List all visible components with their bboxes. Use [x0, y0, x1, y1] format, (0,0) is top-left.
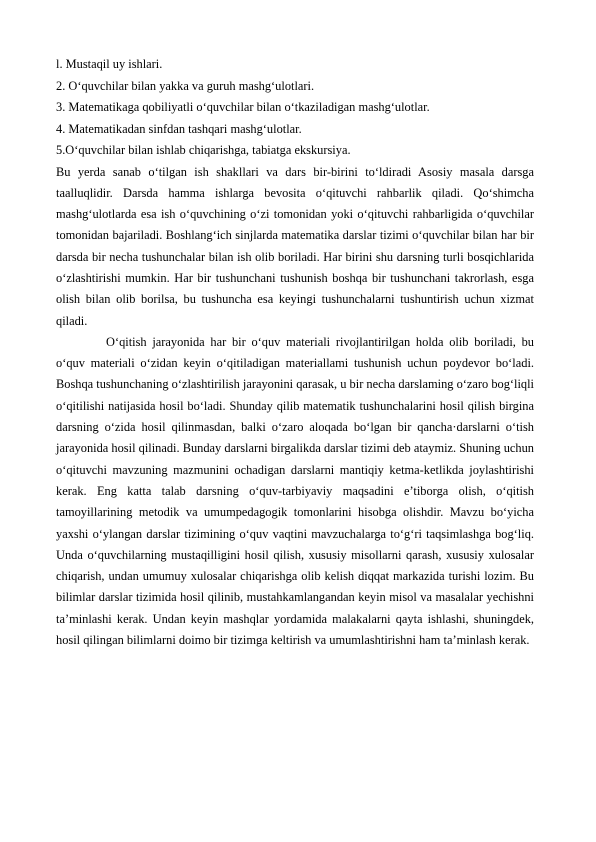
list-item: 2. O‘quvchilar bilan yakka va guruh mashg‘ulotlari.: [56, 78, 315, 93]
list-item: 5.O‘quvchilar bilan ishlab chiqarishga, tabiatga ekskursiya.: [56, 143, 351, 157]
paragraph-lesson-system: O‘qitish jarayonida har bir o‘quv materiali rivojlantirilgan holda olib boriladi, bu o‘quv materiali o‘zidan keyin o‘qitiladigan materiallami tushunish uchun poydevor bo‘ladi. Boshqa tushunchaning o‘zlashtirilish jarayonini qarasak, u bir necha darslaming o‘zaro bog‘liqli o‘qitilishi natijasida hosil bo‘ladi. Shunday qilib matematik tushunchalarini hosil qilish birgina darsning o‘zida hosil qilinmasdan, balki o‘zaro aloqada bo‘lgan bir qancha·darslarni o‘tish jarayonida hosil qilinadi. Bunday darslarni birgalikda darslar tizimi deb ataymiz. Shuning uchun o‘qituvchi mavzuning mazmunini ochadigan darslarni mantiqiy ketma-ketlikda joylashtirishi kerak. Eng katta talab darsning o‘quv-tarbiyaviy maqsadini e’tiborga olish, o‘qitish tamoyillarining metodik va umumpedagogik tomonlarini hisobga olishdir. Mavzu bo‘yicha yaxshi o‘ylangan darslar tizimining o‘quv vaqtini mavzuchalarga to‘g‘ri taqsimlashga bog‘liq. Unda o‘quvchilarning mustaqilligini hosil qilish, xususiy misollarni qarash, xususiy xulosalar chiqarish, undan umumuy xulosalar chiqarishga olib kelish diqqat markazida turishi lozim. Bu bilimlar darslar tizimida hosil qilinib, mustahkamlangandan keyin misol va masalalar yechishni ta’minlashi kerak. Undan keyin mashqlar yordamida malakalarni qayta ishlashi, shuningdek, hosil qilingan bilimlarni doimo bir tizimga keltirish va umumlashtirishni ham ta’minlash kerak.: [56, 334, 534, 648]
list-item: 4. Matematikadan sinfdan tashqari mashg‘ulotlar.: [56, 121, 302, 136]
list-item: 3. Matematikaga qobiliyatli o‘quvchilar bilan o‘tkaziladigan mashg‘ulotlar.: [56, 100, 430, 114]
numbered-list: [56, 54, 534, 162]
list-item: l. Mustaqil uy ishlari.: [56, 57, 163, 71]
paragraph-lesson-forms: Bu yerda sanab o‘tilgan ish shakllari va dars bir-birini to‘ldiradi Asosiy masala darsga taalluqlidir. Darsda hamma ishlarga bevosita o‘qituvchi rahbarlik qiladi. Qo‘shimcha mashg‘ulotlarda esa ish o‘quvchining o‘zi tomonidan yoki o‘qituvchi rahbarligida o‘quvchilar tomonidan bajariladi. Boshlang‘ich sinjlarda matematika darslar tizimi o‘quvchilar bilan har bir darsda bir necha tushunchalar bilan ish olib boriladi. Har birini shu darsning turli bosqichlarida o‘zlashtirishi mumkin. Har bir tushunchani tushunish boshqa bir tushunchani takrorlash, esga olish bilan olib borilsa, bu tushuncha esa keyingi tushunchalarni tushuntirish uchun xizmat qiladi.: [56, 164, 534, 328]
document-page: [56, 54, 534, 651]
